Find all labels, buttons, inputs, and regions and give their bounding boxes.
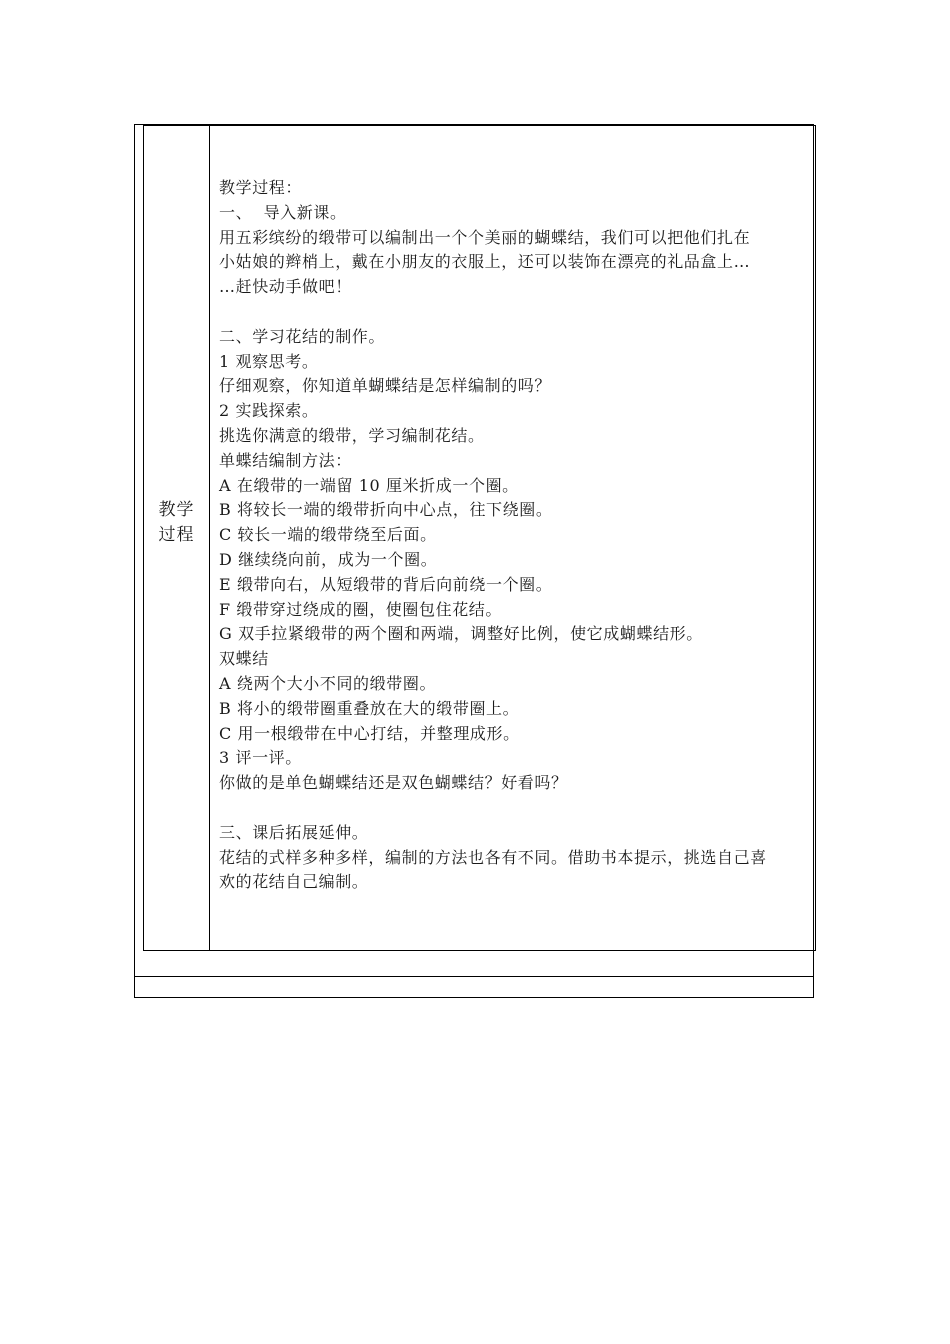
content-line: C 较长一端的缎带绕至后面。 [219,525,437,545]
content-line: 1 观察思考。 [219,351,319,371]
content-line: 一、 导入新课。 [219,202,347,222]
content-line: 二、学习花结的制作。 [219,326,386,346]
content-line: F 缎带穿过绕成的圈，使圈包住花结。 [219,599,502,619]
content-line: 仔细观察，你知道单蝴蝶结是怎样编制的吗？ [219,376,552,396]
row-divider [134,976,814,977]
content-line: 2 实践探索。 [219,401,319,421]
content-line: B 将较长一端的缎带折向中心点，往下绕圈。 [219,500,553,520]
blank-line [219,796,835,821]
content-line: D 继续绕向前，成为一个圈。 [219,549,438,569]
content-line: 双蝶结 [219,649,269,669]
content-line: A 绕两个大小不同的缎带圈。 [219,673,437,693]
content-line: 用五彩缤纷的缎带可以编制出一个个美丽的蝴蝶结，我们可以把他们扎在 [219,227,751,247]
content-line: 花结的式样多种多样，编制的方法也各有不同。借助书本提示，挑选自己喜 [219,847,767,867]
content-line: E 缎带向右，从短缎带的背后向前绕一个圈。 [219,574,553,594]
content-line: 小姑娘的辫梢上，戴在小朋友的衣服上，还可以装饰在漂亮的礼品盒上… [219,252,751,272]
content-line: 三、课后拓展延伸。 [219,822,369,842]
content-line: G 双手拉紧缎带的两个圈和两端，调整好比例，使它成蝴蝶结形。 [219,624,703,644]
content-line: C 用一根缎带在中心打结，并整理成形。 [219,723,520,743]
content-line: 教学过程： [219,178,303,197]
content-line: 欢的花结自己编制。 [219,872,369,892]
row-label-line: 教学 [158,500,195,520]
content-line: 挑选你满意的缎带，学习编制花结。 [219,425,485,445]
blank-line [219,300,835,325]
content-line: B 将小的缎带圈重叠放在大的缎带圈上。 [219,698,520,718]
content-line: 你做的是单色蝴蝶结还是双色蝴蝶结？好看吗？ [219,773,568,793]
row-label-teaching-process [144,498,209,548]
teaching-process-content [219,176,835,895]
row-label-line: 过程 [158,525,195,545]
content-line: A 在缎带的一端留 10 厘米折成一个圈。 [219,475,519,495]
content-line: 单蝶结编制方法： [219,450,352,470]
content-line: …赶快动手做吧！ [219,277,352,297]
content-line: 3 评一评。 [219,748,302,768]
column-divider [209,125,210,951]
